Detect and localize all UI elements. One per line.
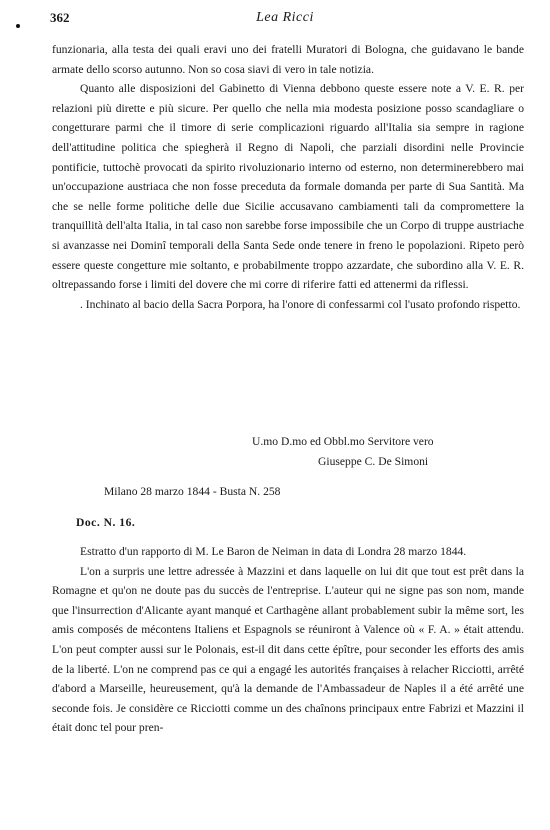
letter-paragraph-2: Quanto alle disposizioni del Gabinetto di Vienna debbono queste essere note a V. E. R. per relazioni più dirette e più sicure. Per quello che nella mia modesta posizione posso scandagliare o congetturare parmi che il timore di serie complicazioni riguardo all'Italia sia sempre in ragione dell'attitudine politica che spiegherà il Regno di Napoli, che parziali disordini nelle Provincie pontificie, tuttochè provocati da spirito rivoluzionario interno od esterno, non determinerebbero mai un'occupazione austriaca che non fosse preceduta da formale domanda per parte di Sua Santità. Ma che se nelle forme politiche delle due Sicilie accusavano cambiamenti tali da compromettere la tranquillità dell'alta Italia, in tal caso non sarebbe forse impossibile che un Corpo di truppe austriache si avanzasse nei Dominî temporali della Santa Sede onde tenere in freno le popolazioni. Ripeto però essere queste congetture mie soltanto, e probabilmente troppo azzardate, che subordino alla V. E. R. oltrepassando forse i limiti del dovere che mi corre di riferire fatti ed attenermi da riflessi. — [52, 82, 524, 292]
dateline: Milano 28 marzo 1844 - Busta N. 258 — [104, 485, 281, 498]
signature-closing: U.mo D.mo ed Obbl.mo Servitore vero — [252, 435, 434, 448]
document-intro: Estratto d'un rapporto di M. Le Baron de Neiman in data di Londra 28 marzo 1844. — [80, 545, 467, 558]
page-header — [50, 10, 520, 32]
letter-body — [52, 40, 524, 314]
document-label: Doc. N. 16. — [76, 516, 136, 529]
running-head: Lea Ricci — [256, 10, 314, 25]
margin-dot-mark — [16, 24, 20, 28]
document-french-extract: L'on a surpris une lettre adressée à Mazzini et dans laquelle on lui dit que tout est prêt dans la Romagne et qu'on ne doute pas du succès de l'entreprise. L'auteur qui ne signe pas son nom, mande que l'insurrection d'Alicante ayant manqué et Carthagène allant probablement subir la même sort, les amis composés de mécontens Italiens et Espagnols se réuniront à Valence où « F. A. » était attendu. L'on peut compter aussi sur le Polonais, est-il dit dans cette épître, pour seconder les efforts des amis de la liberté. L'on ne comprend pas ce qui a engagé les autorités françaises à relacher Ricciotti, arrêté d'abord a Marseille, heureusement, qu'à la demande de l'Ambassadeur de Naples il a été arrêté une seconde fois. Je considère ce Ricciotti comme un des chaînons principaux entre Fabrizi et Mazzini il était donc tel pour pren- — [52, 564, 524, 735]
letter-paragraph-1: funzionaria, alla testa dei quali eravi uno dei fratelli Muratori di Bologna, che guidavano le bande armate dello scorso autunno. Non so cosa siavi di vero in tale notizia. — [52, 43, 524, 76]
letter-paragraph-3: . Inchinato al bacio della Sacra Porpora, ha l'onore di confessarmi col l'usato profondo rispetto. — [80, 297, 521, 311]
document-body — [52, 542, 524, 738]
page-number: 362 — [50, 10, 70, 25]
signature-name: Giuseppe C. De Simoni — [318, 455, 429, 468]
